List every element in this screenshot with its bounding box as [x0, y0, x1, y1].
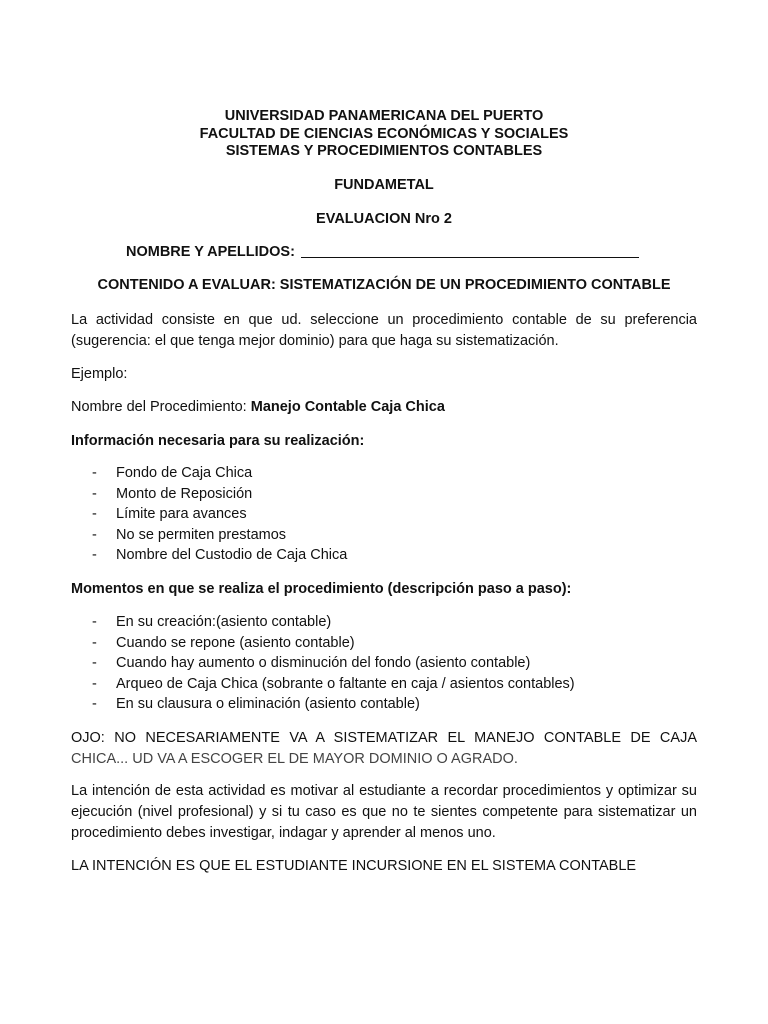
list-item: - No se permiten prestamos — [92, 525, 347, 546]
list-item: - Fondo de Caja Chica — [92, 463, 347, 484]
info-list — [92, 463, 347, 566]
list-marker: - — [92, 526, 97, 543]
list-marker: - — [92, 485, 97, 502]
list-marker: - — [92, 547, 97, 563]
note-line-2: CHICA... UD VA A ESCOGER EL DE MAYOR DOMINIO O AGRADO. — [71, 751, 518, 767]
list-marker: - — [92, 506, 97, 522]
list-item: - Cuando se repone (asiento contable) — [92, 633, 575, 654]
list-marker: - — [92, 655, 97, 671]
list-item: - En su creación:(asiento contable) — [92, 612, 575, 633]
list-marker: - — [92, 614, 97, 630]
procedure-label: Nombre del Procedimiento: — [71, 399, 251, 415]
procedure-name: Manejo Contable Caja Chica — [250, 399, 445, 415]
university-name: UNIVERSIDAD PANAMERICANA DEL PUERTO — [224, 108, 544, 124]
name-field — [126, 242, 686, 263]
document-header — [0, 108, 768, 161]
intro-paragraph: La actividad consiste en que ud. seleccione un procedimiento contable de su preferencia (sugerencia: el que tenga mejor dominio) para que haga su sistematización. — [71, 312, 697, 349]
list-marker: - — [92, 634, 97, 651]
name-label: NOMBRE Y APELLIDOS: — [126, 244, 295, 260]
list-item: - Arqueo de Caja Chica (sobrante o faltante en caja / asientos contables) — [92, 674, 575, 695]
list-item: - En su clausura o eliminación (asiento contable) — [92, 694, 575, 715]
closing-statement: LA INTENCIÓN ES QUE EL ESTUDIANTE INCURSIONE EN EL SISTEMA CONTABLE — [71, 858, 637, 874]
list-item: - Límite para avances — [92, 504, 347, 525]
evaluation-type: FUNDAMETAL — [334, 177, 434, 193]
moments-list — [92, 612, 575, 715]
list-marker: - — [92, 696, 97, 712]
list-item: - Monto de Reposición — [92, 484, 347, 505]
moments-heading: Momentos en que se realiza el procedimiento (descripción paso a paso): — [71, 581, 572, 597]
list-marker: - — [92, 465, 97, 481]
note-line-1: OJO: NO NECESARIAMENTE VA A SISTEMATIZAR EL MANEJO CONTABLE DE CAJA — [71, 730, 697, 746]
course-name: SISTEMAS Y PROCEDIMIENTOS CONTABLES — [225, 143, 543, 159]
faculty-name: FACULTAD DE CIENCIAS ECONÓMICAS Y SOCIALES — [199, 125, 569, 142]
list-item: - Cuando hay aumento o disminución del fondo (asiento contable) — [92, 653, 575, 674]
name-blank-line — [301, 243, 639, 258]
content-title: CONTENIDO A EVALUAR: SISTEMATIZACIÓN DE UN PROCEDIMIENTO CONTABLE — [97, 277, 671, 293]
info-heading: Información necesaria para su realización: — [71, 433, 365, 449]
list-marker: - — [92, 675, 97, 692]
list-item: - Nombre del Custodio de Caja Chica — [92, 545, 347, 566]
intention-paragraph: La intención de esta actividad es motivar al estudiante a recordar procedimientos y optimizar su ejecución (nivel profesional) y si tu caso es que no te sientes competente para sistematizar un procedimiento debes investigar, indagar y aprender al menos uno. — [71, 783, 697, 841]
example-label: Ejemplo: — [71, 366, 128, 382]
procedure-name-line — [71, 397, 697, 418]
evaluation-number: EVALUACION Nro 2 — [316, 211, 452, 227]
